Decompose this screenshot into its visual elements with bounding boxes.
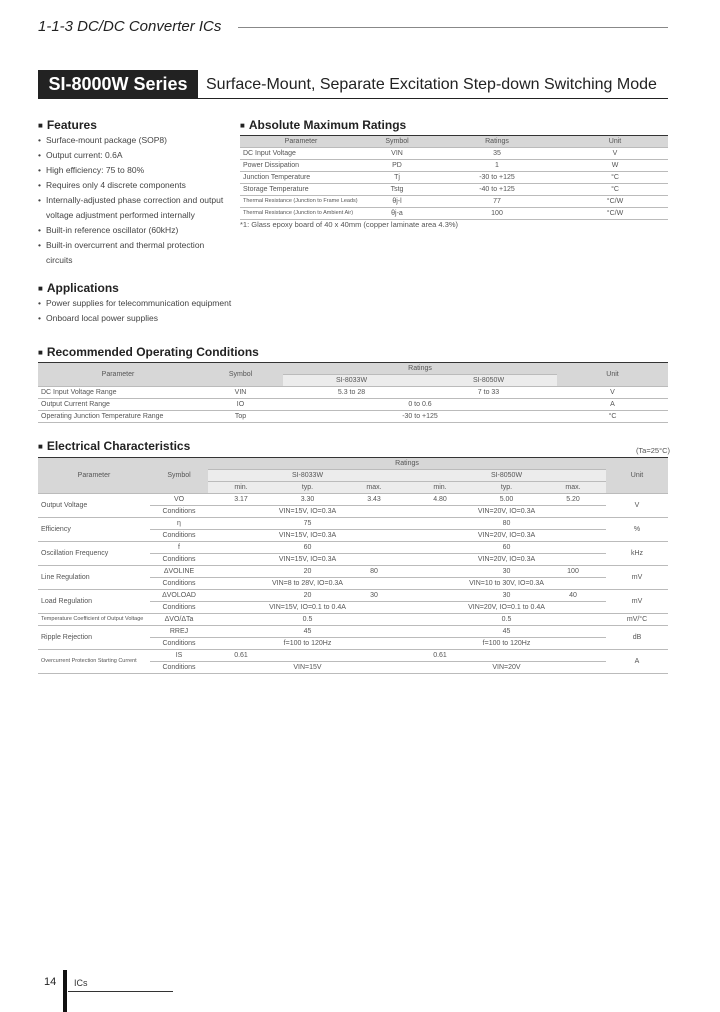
value-cell xyxy=(341,650,407,662)
table-row xyxy=(38,566,668,578)
value-cell: 20 xyxy=(274,590,341,602)
conditions-cell: f=100 to 120Hz xyxy=(208,638,407,650)
list-item: • Power supplies for telecommunication equipment xyxy=(38,296,298,311)
value-cell xyxy=(341,518,407,530)
param-cell: Temperature Coefficient of Output Voltage xyxy=(38,614,150,626)
value-cell: 20 xyxy=(274,566,341,578)
conditions-cell: VIN=20V, IO=0.1 to 0.4A xyxy=(407,602,606,614)
col-header: Parameter xyxy=(240,136,362,148)
col-header: Ratings xyxy=(208,458,606,470)
conditions-cell: VIN=10 to 30V, IO=0.3A xyxy=(407,578,606,590)
model-header: SI-8033W xyxy=(283,375,420,387)
list-item: • High efficiency: 75 to 80% xyxy=(38,163,233,178)
value-cell xyxy=(407,566,473,578)
conditions-label: Conditions xyxy=(150,578,208,590)
conditions-label: Conditions xyxy=(150,638,208,650)
value-cell: 80 xyxy=(341,566,407,578)
conditions-cell: VIN=15V, IO=0.3A xyxy=(208,530,407,542)
list-item: • Onboard local power supplies xyxy=(38,311,298,326)
features-list xyxy=(38,133,233,268)
section-header: 1-1-3 DC/DC Converter ICs xyxy=(38,18,222,35)
abs-max-table xyxy=(240,135,668,220)
table-row: DC Input Voltage VIN 35 V xyxy=(240,148,668,160)
elec-condition: (Ta=25°C) xyxy=(635,446,670,455)
value-cell xyxy=(208,626,274,638)
conditions-cell: VIN=20V xyxy=(407,662,606,674)
value-cell xyxy=(407,542,473,554)
value-cell xyxy=(208,518,274,530)
table-row xyxy=(38,626,668,638)
value-cell: 30 xyxy=(473,566,540,578)
symbol-cell: VO xyxy=(150,494,208,506)
table-row: Storage Temperature Tstg -40 to +125 °C xyxy=(240,184,668,196)
features-heading: ■ Features xyxy=(38,118,97,132)
symbol-cell: η xyxy=(150,518,208,530)
conditions-cell: VIN=15V, IO=0.1 to 0.4A xyxy=(208,602,407,614)
conditions-cell: VIN=20V, IO=0.3A xyxy=(407,530,606,542)
conditions-label: Conditions xyxy=(150,662,208,674)
value-cell xyxy=(540,626,606,638)
value-cell: 45 xyxy=(473,626,540,638)
value-cell: 30 xyxy=(341,590,407,602)
value-cell: 30 xyxy=(473,590,540,602)
col-header: Symbol xyxy=(198,363,283,387)
conditions-label: Conditions xyxy=(150,530,208,542)
value-cell: 75 xyxy=(274,518,341,530)
value-cell xyxy=(407,614,473,626)
value-cell: 45 xyxy=(274,626,341,638)
param-cell: Output Voltage xyxy=(38,494,150,518)
conditions-cell: VIN=15V, IO=0.3A xyxy=(208,506,407,518)
value-cell xyxy=(341,614,407,626)
value-cell: 80 xyxy=(473,518,540,530)
value-cell: 0.5 xyxy=(274,614,341,626)
abs-max-heading: ■ Absolute Maximum Ratings xyxy=(240,118,407,132)
value-cell: 5.00 xyxy=(473,494,540,506)
unit-cell: mV xyxy=(606,590,668,614)
header-rule xyxy=(238,27,668,28)
footer-rule xyxy=(68,991,173,992)
table-row xyxy=(38,494,668,506)
value-cell: 0.61 xyxy=(407,650,473,662)
page-number: 14 xyxy=(44,976,57,988)
value-cell xyxy=(341,542,407,554)
conditions-cell: VIN=20V, IO=0.3A xyxy=(407,554,606,566)
model-header: SI-8050W xyxy=(420,375,557,387)
value-cell xyxy=(540,650,606,662)
conditions-label: Conditions xyxy=(150,506,208,518)
symbol-cell: f xyxy=(150,542,208,554)
value-cell: 100 xyxy=(540,566,606,578)
symbol-cell: RREJ xyxy=(150,626,208,638)
series-badge: SI-8000W Series xyxy=(38,70,198,99)
unit-cell: kHz xyxy=(606,542,668,566)
table-row: Power Dissipation PD 1 W xyxy=(240,160,668,172)
abs-max-note: *1: Glass epoxy board of 40 x 40mm (copper laminate area 4.3%) xyxy=(240,220,459,229)
value-cell: 3.43 xyxy=(341,494,407,506)
value-cell xyxy=(274,650,341,662)
rec-op-heading: ■ Recommended Operating Conditions xyxy=(38,345,259,359)
table-row xyxy=(38,590,668,602)
col-header: Unit xyxy=(606,458,668,494)
value-cell xyxy=(407,518,473,530)
model-header: SI-8050W xyxy=(407,470,606,482)
col-header: Symbol xyxy=(362,136,432,148)
param-cell: Efficiency xyxy=(38,518,150,542)
param-cell: Overcurrent Protection Starting Current xyxy=(38,650,150,674)
table-row: Output Current Range IO 0 to 0.6 A xyxy=(38,399,668,411)
symbol-cell: ΔVOLOAD xyxy=(150,590,208,602)
elec-heading: ■ Electrical Characteristics xyxy=(38,439,191,453)
footer-label: ICs xyxy=(74,978,88,988)
param-cell: Oscillation Frequency xyxy=(38,542,150,566)
value-cell xyxy=(407,626,473,638)
series-description: Surface-Mount, Separate Excitation Step-down Switching Mode xyxy=(198,70,668,99)
col-header: Ratings xyxy=(432,136,562,148)
applications-heading: ■ Applications xyxy=(38,281,119,295)
conditions-cell: VIN=8 to 28V, IO=0.3A xyxy=(208,578,407,590)
value-cell xyxy=(473,650,540,662)
value-cell: 40 xyxy=(540,590,606,602)
value-cell xyxy=(341,626,407,638)
conditions-label: Conditions xyxy=(150,554,208,566)
col-header: Parameter xyxy=(38,363,198,387)
conditions-cell: VIN=15V, IO=0.3A xyxy=(208,554,407,566)
value-cell xyxy=(540,518,606,530)
unit-cell: % xyxy=(606,518,668,542)
col-header: Symbol xyxy=(150,458,208,494)
value-cell xyxy=(208,614,274,626)
model-header: SI-8033W xyxy=(208,470,407,482)
table-row xyxy=(38,542,668,554)
list-item: • Built-in reference oscillator (60kHz) xyxy=(38,223,233,238)
col-header: Ratings xyxy=(283,363,557,375)
elec-table: Parameter Symbol Ratings Unit SI-8033W SI-8050W min. typ. max. min. typ. max. Output Voltage VO 3.17 3.30 3.43 4.80 5.00 5.20 V Conditions VIN=15V, IO=0.3A VIN=20V, IO=0.3A Efficiency η 75 80 % Conditions VIN=15V, IO=0.3A VIN=20V, IO=0.3A Oscillation Frequency f 60 60 kHz Conditions VIN=15V, IO=0.3A VIN=20V, IO=0.3A Line Regulation ΔVOLINE 20 80 30 100 mV Conditions VIN=8 to 28V, IO=0.3A VIN=10 to 30V, IO=0.3A Load Regulation ΔVOLOAD 20 30 30 40 mV Conditions VIN=15V, IO=0.1 to 0.4A VIN=20V, IO=0.1 to 0.4A Temperature Coefficient of Output Voltage ΔVO/ΔTa 0.5 0.5 mV/°C Ripple Rejection RREJ 45 45 dB Conditions f=100 to 120Hz f=100 to 120Hz Overcurrent Protection Starting Current IS 0.61 0.61 A Conditions VIN=15V VIN=20V xyxy=(38,457,668,674)
list-item: • Output current: 0.6A xyxy=(38,148,233,163)
value-cell: 60 xyxy=(473,542,540,554)
rec-op-table xyxy=(38,362,668,423)
col-header: Unit xyxy=(562,136,668,148)
value-cell: 0.61 xyxy=(208,650,274,662)
list-item: • Built-in overcurrent and thermal protection circuits xyxy=(38,238,233,268)
table-row: Thermal Resistance (Junction to Ambient Air) θj-a 100 °C/W xyxy=(240,208,668,220)
col-header: Unit xyxy=(557,363,668,387)
unit-cell: mV/°C xyxy=(606,614,668,626)
table-row xyxy=(38,518,668,530)
conditions-label: Conditions xyxy=(150,602,208,614)
footer-bar xyxy=(63,970,67,1012)
value-cell: 60 xyxy=(274,542,341,554)
value-cell xyxy=(208,590,274,602)
value-cell xyxy=(540,614,606,626)
value-cell: 5.20 xyxy=(540,494,606,506)
value-cell: 0.5 xyxy=(473,614,540,626)
value-cell xyxy=(540,542,606,554)
table-row xyxy=(38,614,668,626)
value-cell xyxy=(407,590,473,602)
applications-list xyxy=(38,296,298,326)
table-row: Operating Junction Temperature Range Top -30 to +125 °C xyxy=(38,411,668,423)
unit-cell: dB xyxy=(606,626,668,650)
table-row: DC Input Voltage Range VIN 5.3 to 28 7 to 33 V xyxy=(38,387,668,399)
list-item: • Requires only 4 discrete components xyxy=(38,178,233,193)
conditions-cell: VIN=15V xyxy=(208,662,407,674)
conditions-cell: VIN=20V, IO=0.3A xyxy=(407,506,606,518)
unit-cell: A xyxy=(606,650,668,674)
table-row: Thermal Resistance (Junction to Frame Leads) θj-l 77 °C/W xyxy=(240,196,668,208)
unit-cell: mV xyxy=(606,566,668,590)
conditions-cell: f=100 to 120Hz xyxy=(407,638,606,650)
table-row: Junction Temperature Tj -30 to +125 °C xyxy=(240,172,668,184)
param-cell: Line Regulation xyxy=(38,566,150,590)
unit-cell: V xyxy=(606,494,668,518)
value-cell xyxy=(208,542,274,554)
param-cell: Ripple Rejection xyxy=(38,626,150,650)
value-cell: 3.30 xyxy=(274,494,341,506)
value-cell: 3.17 xyxy=(208,494,274,506)
symbol-cell: ΔVO/ΔTa xyxy=(150,614,208,626)
value-cell xyxy=(208,566,274,578)
symbol-cell: ΔVOLINE xyxy=(150,566,208,578)
table-row xyxy=(38,650,668,662)
value-cell: 4.80 xyxy=(407,494,473,506)
list-item: • Internally-adjusted phase correction and output voltage adjustment performed internally xyxy=(38,193,233,223)
symbol-cell: IS xyxy=(150,650,208,662)
list-item: • Surface-mount package (SOP8) xyxy=(38,133,233,148)
col-header: Parameter xyxy=(38,458,150,494)
param-cell: Load Regulation xyxy=(38,590,150,614)
